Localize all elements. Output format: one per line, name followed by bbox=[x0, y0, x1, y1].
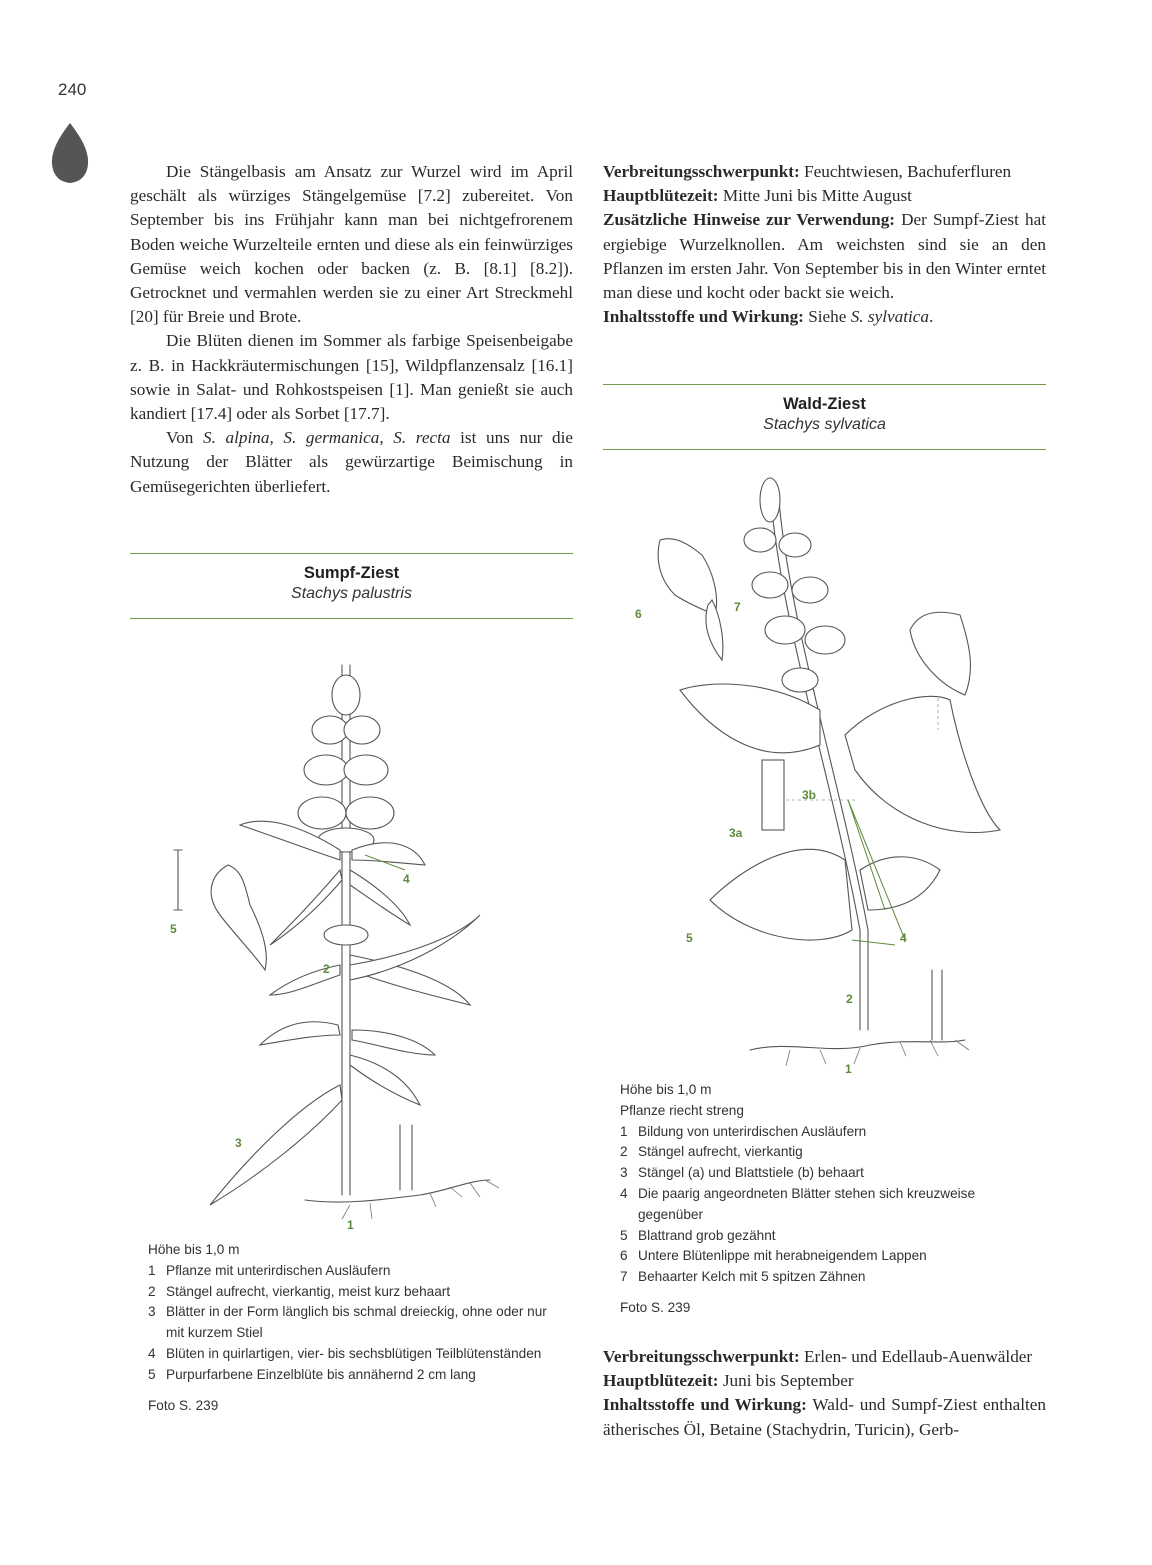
species-title: Wald-Ziest bbox=[783, 395, 866, 413]
figure-label: 5 bbox=[686, 931, 693, 945]
caption-item: 2 Stängel aufrecht, vierkantig bbox=[620, 1144, 803, 1160]
right-bottom-text bbox=[603, 1345, 1046, 1442]
figure-label: 5 bbox=[170, 922, 177, 936]
caption-list bbox=[620, 1122, 1040, 1288]
left-column-text bbox=[130, 160, 573, 499]
figure-label: 1 bbox=[845, 1062, 852, 1076]
paragraph: Von S. alpina, S. germanica, S. recta ist uns nur die Nutzung der Blätter als gewürzartige Beimischung in Gemüsegerichten überliefert. bbox=[130, 428, 573, 496]
wald-caption bbox=[620, 1080, 1040, 1319]
caption-lead: Höhe bis 1,0 m bbox=[620, 1082, 712, 1097]
caption-item: 1 Bildung von unterirdischen Ausläufern bbox=[620, 1123, 867, 1139]
inhaltsstoffe: Inhaltsstoffe und Wirkung: Wald- und Sumpf-Ziest enthalten ätherisches Öl, Betaine (Stachydrin, Turicin), Gerb- bbox=[603, 1395, 1046, 1439]
caption-item: 1 Pflanze mit unterirdischen Ausläufern bbox=[148, 1262, 391, 1278]
figure-label: 3 bbox=[235, 1136, 242, 1150]
caption-item: 6 Untere Blütenlippe mit herabneigendem Lappen bbox=[620, 1248, 927, 1264]
caption-item: 5 Purpurfarbene Einzelblüte bis annähernd 2 cm lang bbox=[148, 1366, 476, 1382]
species-latin-name: Stachys palustris bbox=[291, 585, 412, 602]
figure-label: 1 bbox=[347, 1218, 354, 1232]
paragraph: Die Blüten dienen im Sommer als farbige Speisenbeigabe z. B. in Hackkräutermischungen [15], Wildpflanzensalz [16.1] sowie in Salat- und Rohkostspeisen [1]. Man genießt sie auch kandiert [17.4] oder als Sorbet [17.7]. bbox=[130, 331, 573, 424]
wald-ziest-illustration bbox=[620, 470, 1040, 1080]
figure-label: 4 bbox=[900, 931, 907, 945]
figure-label: 2 bbox=[846, 992, 853, 1006]
sumpf-caption bbox=[148, 1240, 568, 1416]
species-latin-name: Stachys sylvatica bbox=[763, 416, 886, 433]
figure-label: 2 bbox=[323, 962, 330, 976]
caption-item: 4 Die paarig angeordneten Blätter stehen sich kreuzweise gegenüber bbox=[620, 1185, 976, 1222]
inhaltsstoffe: Inhaltsstoffe und Wirkung: Siehe S. sylvatica. bbox=[603, 307, 934, 327]
flower-spike bbox=[744, 478, 845, 692]
caption-lead: Pflanze riecht streng bbox=[620, 1102, 744, 1118]
sumpf-ziest-illustration bbox=[150, 635, 570, 1230]
figure-label: 4 bbox=[403, 872, 410, 886]
bluetezeit: Hauptblütezeit: Juni bis September bbox=[603, 1371, 854, 1391]
caption-item: 2 Stängel aufrecht, vierkantig, meist kurz behaart bbox=[148, 1283, 451, 1299]
hinweise: Zusätzliche Hinweise zur Verwendung: Der Sumpf-Ziest hat ergiebige Wurzelknollen. Am weichsten sind sie an den Pflanzen im ersten Jahr. Von September bis in den Winter erntet man diese und kocht oder backt sie weich. bbox=[603, 210, 1046, 303]
caption-item: 3 Stängel (a) und Blattstiele (b) behaart bbox=[620, 1165, 864, 1181]
species-header-wald bbox=[603, 384, 1046, 450]
verbreitung: Verbreitungsschwerpunkt: Feuchtwiesen, Bachuferfluren bbox=[603, 162, 1012, 181]
bluetezeit: Hauptblütezeit: Mitte Juni bis Mitte August bbox=[603, 186, 912, 206]
leaf-icon bbox=[50, 122, 90, 184]
figure-label: 6 bbox=[635, 607, 642, 621]
page-number: 240 bbox=[58, 80, 87, 99]
species-header-sumpf bbox=[130, 553, 573, 619]
photo-reference: Foto S. 239 bbox=[620, 1299, 691, 1315]
right-column-text bbox=[603, 160, 1046, 329]
caption-item: 7 Behaarter Kelch mit 5 spitzen Zähnen bbox=[620, 1269, 866, 1285]
figure-label: 3a bbox=[729, 826, 743, 840]
caption-item: 5 Blattrand grob gezähnt bbox=[620, 1227, 776, 1243]
verbreitung: Verbreitungsschwerpunkt: Erlen- und Edellaub-Auenwälder bbox=[603, 1347, 1033, 1366]
species-title: Sumpf-Ziest bbox=[303, 564, 400, 582]
figure-label: 3b bbox=[802, 788, 817, 802]
paragraph: Die Stängelbasis am Ansatz zur Wurzel wird im April geschält als würziges Stängelgemüse [7.2] zubereitet. Von September bis ins Frühjahr kann man bei nichtgefrorenem Boden weiche Wurzelteile ernten und diese als ein feinwürziges Gemüse weich kochen oder backen (z. B. [8.1] [8.2]). Getrocknet und vermahlen werden sie zu einer Art Streckmehl [20] für Breie und Brote. bbox=[130, 162, 573, 327]
caption-lead: Höhe bis 1,0 m bbox=[148, 1242, 240, 1257]
caption-list bbox=[148, 1261, 568, 1386]
photo-reference: Foto S. 239 bbox=[148, 1397, 219, 1413]
caption-item: 4 Blüten in quirlartigen, vier- bis sechsblütigen Teilblütenständen bbox=[148, 1345, 542, 1361]
caption-item: 3 Blätter in der Form länglich bis schmal dreieckig, ohne oder nur mit kurzem Stiel bbox=[148, 1304, 547, 1341]
flower-spike bbox=[298, 675, 394, 852]
figure-label: 7 bbox=[734, 600, 741, 614]
